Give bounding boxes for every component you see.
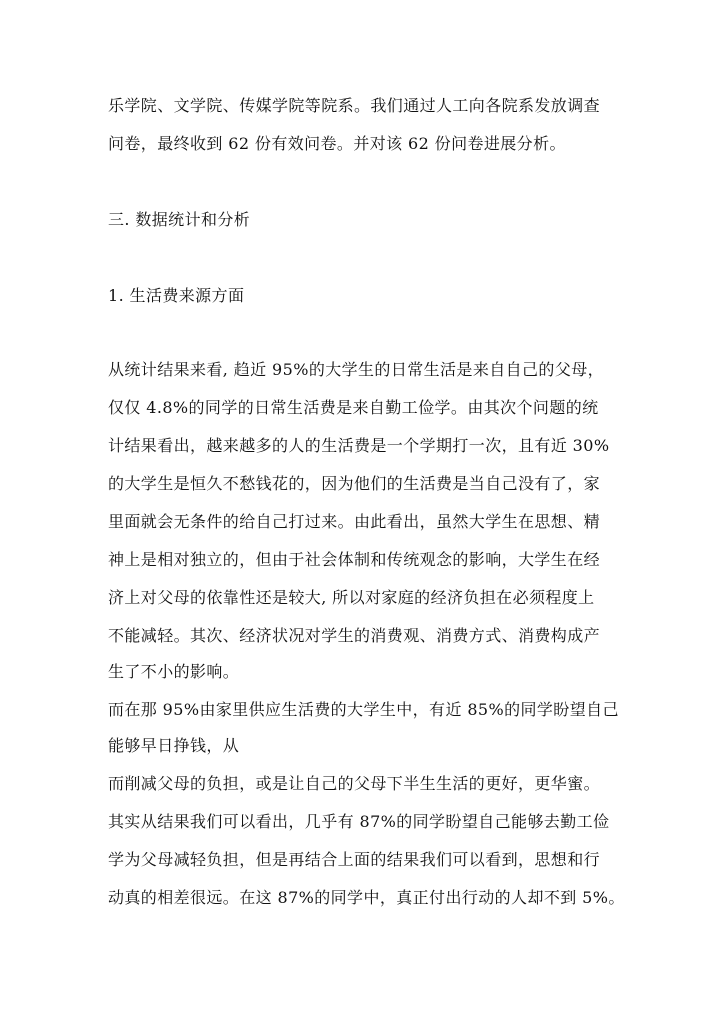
paragraph-1-line-5: 里面就会无条件的给自己打过来。由此看出，虽然大学生在思想、精 [108, 512, 601, 531]
paragraph-1-line-4: 的大学生是恒久不愁钱花的，因为他们的生活费是当自己没有了，家 [108, 474, 601, 493]
paragraph-2-line-5: 学为父母减轻负担，但是再结合上面的结果我们可以看到，思想和行 [108, 850, 601, 869]
paragraph-1-line-6: 神上是相对独立的，但由于社会体制和传统观念的影响，大学生在经 [108, 550, 601, 569]
paragraph-1-line-9: 生了不小的影响。 [108, 662, 240, 681]
paragraph-1-line-7: 济上对父母的依靠性还是较大, 所以对家庭的经济负担在必须程度上 [108, 588, 595, 607]
paragraph-2-line-3: 而削减父母的负担，或是让自己的父母下半生生活的更好，更华蜜。 [108, 774, 601, 793]
subsection-heading: 1. 生活费来源方面 [108, 286, 245, 305]
paragraph-1-line-3: 计结果看出，越来越多的人的生活费是一个学期打一次，且有近 30% [108, 436, 610, 455]
section-heading: 三. 数据统计和分析 [108, 210, 251, 229]
intro-line-2: 问卷，最终收到 62 份有效问卷。并对该 62 份问卷进展分析。 [108, 134, 566, 153]
paragraph-2-line-2: 能够早日挣钱，从 [108, 736, 240, 755]
paragraph-2-line-1: 而在那 95%由家里供应生活费的大学生中，有近 85%的同学盼望自己 [108, 700, 619, 719]
intro-line-1: 乐学院、文学院、传媒学院等院系。我们通过人工向各院系发放调查 [108, 96, 601, 115]
paragraph-2-line-4: 其实从结果我们可以看出，几乎有 87%的同学盼望自己能够去勤工俭 [108, 812, 610, 831]
paragraph-1-line-1: 从统计结果来看, 趋近 95%的大学生的日常生活是来自自己的父母， [108, 360, 605, 379]
paragraph-1-line-8: 不能减轻。其次、经济状况对学生的消费观、消费方式、消费构成产 [108, 626, 601, 645]
paragraph-1-line-2: 仅仅 4.8%的同学的日常生活费是来自勤工俭学。由其次个问题的统 [108, 398, 599, 417]
paragraph-2-line-6: 动真的相差很远。在这 87%的同学中，真正付出行动的人却不到 5%。 [108, 888, 625, 907]
